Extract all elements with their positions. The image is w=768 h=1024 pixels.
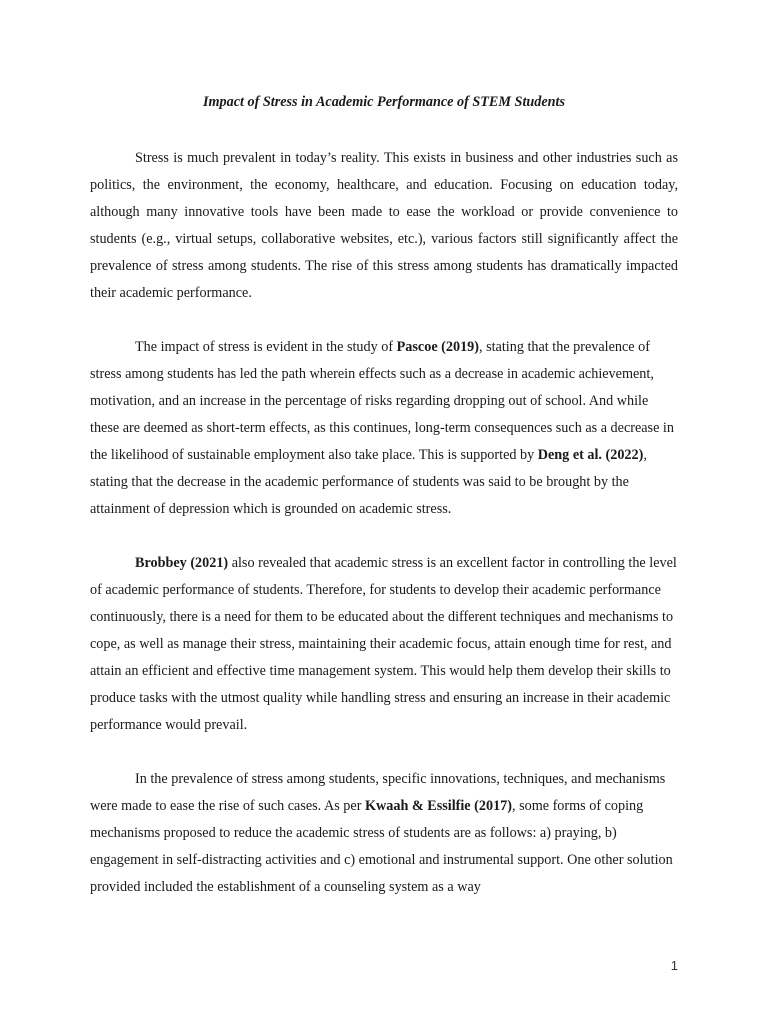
paragraph-text: also revealed that academic stress is an excellent factor in controlling the level of academic performance of students. Therefore, for students to develop their academic performance continuously, there is a need for them to be educated about the different techniques and mechanisms to cope, as well as manage their stress, maintaining their academic focus, attain enough time for rest, and attain an efficient and effective time management system. This would help them develop their skills to produce tasks with the utmost quality while handling stress and ensuring an increase in their academic performance would prevail.: [90, 555, 677, 733]
paragraph-text: In the prevalence of stress among students, specific innovations, techniques, and mechanisms were made to ease the rise of such cases. As per: [90, 771, 666, 814]
paragraph-text: , stating that the prevalence of stress among students has led the path wherein effects such as a decrease in academic achievement, motivation, and an increase in the percentage of risks regarding dropping out of school. And while these are deemed as short-term effects, as this continues, long-term consequences such as a decrease in the likelihood of sustainable employment also take place. This is supported by: [90, 339, 674, 463]
paragraph-stress-prevalence: [90, 145, 678, 307]
citation-pascoe: Pascoe (2019): [396, 339, 479, 355]
page-number: 1: [670, 958, 678, 973]
paragraph-stress-impact: [90, 334, 678, 523]
paragraph-text: , some forms of coping mechanisms proposed to reduce the academic stress of students are as follows: a) praying, b) engagement in self-distracting activities and c) emotional and instrumental support. One other solution provided included the establishment of a counseling system as a way: [90, 798, 673, 895]
paragraph-coping-mechanisms: [90, 766, 678, 901]
document-body: [90, 145, 678, 901]
paragraph-text: The impact of stress is evident in the study of: [135, 339, 397, 355]
paragraph-text: Stress is much prevalent in today’s reality. This exists in business and other industries such as politics, the environment, the economy, healthcare, and education. Focusing on education today, although many innovative tools have been made to ease the workload or provide convenience to students (e.g., virtual setups, collaborative websites, etc.), various factors still significantly affect the prevalence of stress among students. The rise of this stress among students has dramatically impacted their academic performance.: [90, 150, 678, 301]
citation-deng: Deng et al. (2022): [537, 447, 644, 463]
citation-kwaah-essilfie: Kwaah & Essilfie (2017): [364, 798, 512, 814]
paragraph-brobbey: [90, 550, 678, 739]
paragraph-text: , stating that the decrease in the academic performance of students was said to be brought by the attainment of depression which is grounded on academic stress.: [90, 447, 647, 517]
citation-brobbey: Brobbey (2021): [135, 555, 229, 571]
document-title: Impact of Stress in Academic Performance of STEM Students: [202, 94, 566, 110]
